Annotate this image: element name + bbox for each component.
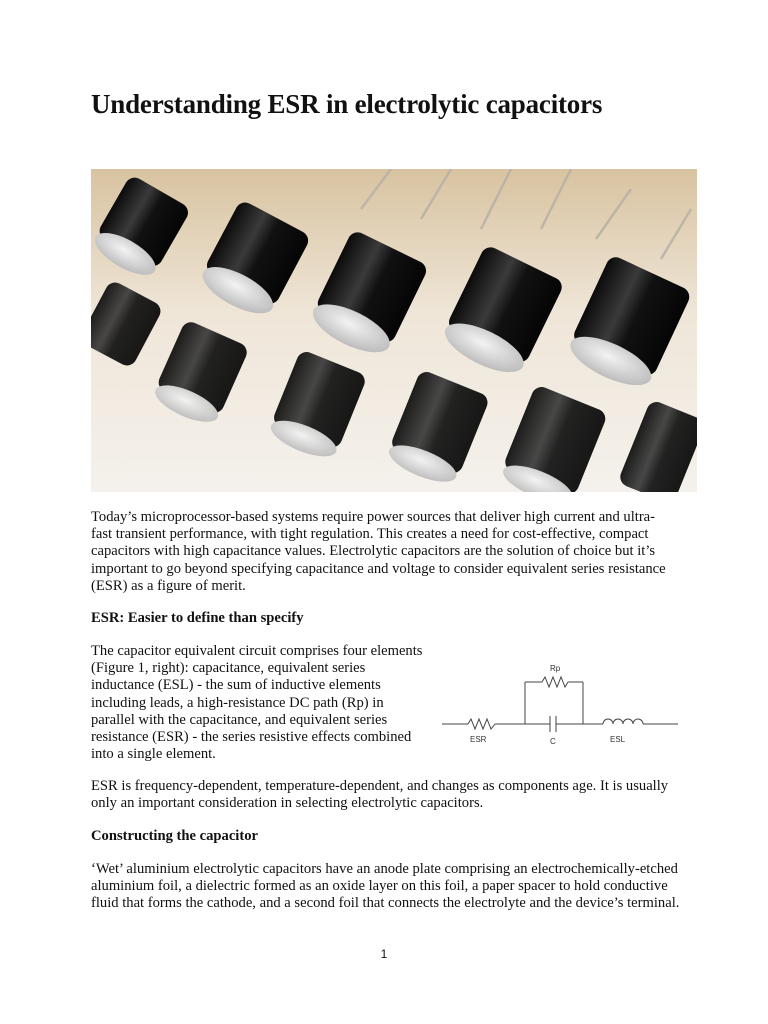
equivalent-circuit-paragraph: The capacitor equivalent circuit comprises four elements (Figure 1, right): capacitance, equivalent series inductance (ESL) - the sum of inductive elements including leads, a high-resistance DC path (Rp) in parallel with the capacitance, and equivalent series resistance (ESR) - the series resistive effects combined into a single element. <box>91 643 423 763</box>
page-title: Understanding ESR in electrolytic capacitors <box>91 89 603 119</box>
equivalent-circuit-diagram <box>440 658 680 750</box>
capacitors-photo <box>91 169 697 492</box>
construction-paragraph: ‘Wet’ aluminium electrolytic capacitors have an anode plate comprising an electrochemically-etched aluminium foil, a dielectric formed as an oxide layer on this foil, a paper spacer to hold conductive fluid that forms the cathode, and a second foil that connects the electrolyte and the device’s terminal. <box>91 861 680 912</box>
intro-paragraph: Today’s microprocessor-based systems require power sources that deliver high current and ultra-fast transient performance, with tight regulation. This creates a need for cost-effective, compact capacitors with high capacitance values. Electrolytic capacitors are the solution of choice but it’s important to go beyond specifying capacitance and voltage to consider equivalent series resistance (ESR) as a figure of merit. <box>91 509 666 594</box>
esr-label: ESR <box>470 735 487 744</box>
esr-paragraph: ESR is frequency-dependent, temperature-dependent, and changes as components age. It is usually only an important consideration in selecting electrolytic capacitors. <box>91 778 669 812</box>
esl-label: ESL <box>610 735 626 744</box>
section-heading-esr: ESR: Easier to define than specify <box>91 610 304 626</box>
page-number: 1 <box>380 947 388 961</box>
c-label: C <box>550 737 556 746</box>
rp-label: Rp <box>550 664 561 673</box>
section-heading-construction: Constructing the capacitor <box>91 828 258 844</box>
